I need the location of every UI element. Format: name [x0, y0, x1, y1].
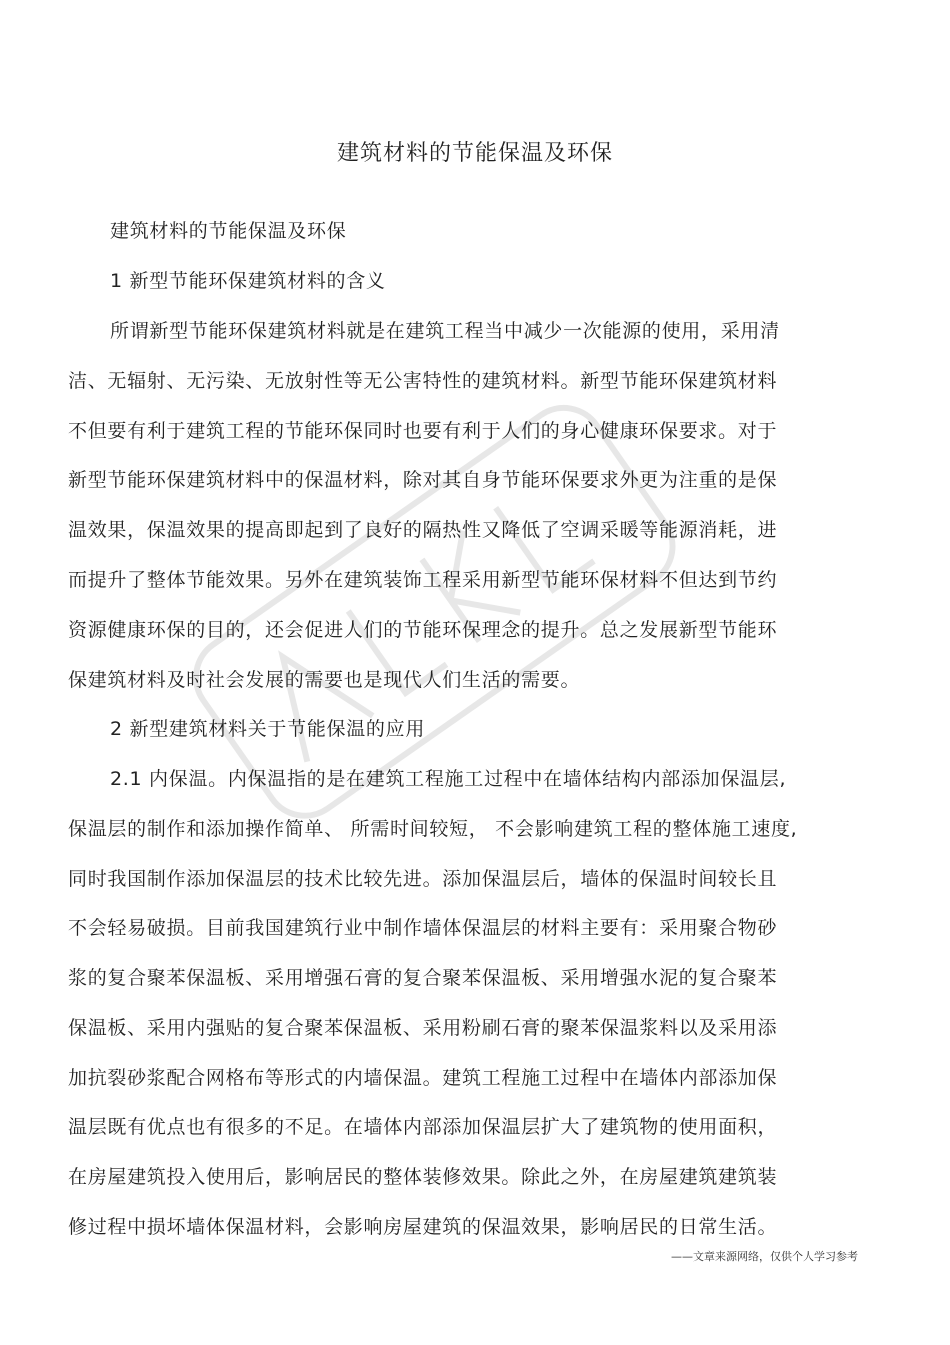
body-line: 洁、无辐射、无污染、无放射性等无公害特性的建筑材料。新型节能环保建筑材料 [68, 370, 778, 392]
body-line: 不会轻易破损。目前我国建筑行业中制作墙体保温层的材料主要有：采用聚合物砂 [68, 917, 778, 939]
page-title: 建筑材料的节能保温及环保 [336, 141, 613, 166]
body-line: 2.1 内保温。内保温指的是在建筑工程施工过程中在墙体结构内部添加保温层, [110, 768, 787, 790]
body-line: 浆的复合聚苯保温板、采用增强石膏的复合聚苯保温板、采用增强水泥的复合聚苯 [68, 967, 778, 989]
body-line: 保温层的制作和添加操作简单、 所需时间较短， 不会影响建筑工程的整体施工速度, [68, 818, 798, 840]
body-line: 而提升了整体节能效果。另外在建筑装饰工程采用新型节能环保材料不但达到节约 [68, 569, 778, 591]
body-line: 温层既有优点也有很多的不足。在墙体内部添加保温层扩大了建筑物的使用面积， [68, 1116, 778, 1138]
body-line: 资源健康环保的目的，还会促进人们的节能环保理念的提升。总之发展新型节能环 [68, 619, 778, 641]
body-line: 保温板、采用内强贴的复合聚苯保温板、采用粉刷石膏的聚苯保温浆料以及采用添 [68, 1017, 778, 1039]
section-heading: 2 新型建筑材料关于节能保温的应用 [110, 718, 426, 740]
source-footnote: ——文章来源网络，仅供个人学习参考 [671, 1250, 858, 1263]
section-heading: 1 新型节能环保建筑材料的含义 [110, 270, 386, 292]
body-line: 新型节能环保建筑材料中的保温材料，除对其自身节能环保要求外更为注重的是保 [68, 469, 778, 491]
body-line: 在房屋建筑投入使用后，影响居民的整体装修效果。除此之外，在房屋建筑建筑装 [68, 1166, 778, 1188]
body-line: 所谓新型节能环保建筑材料就是在建筑工程当中减少一次能源的使用，采用清 [110, 320, 780, 342]
body-line: 保建筑材料及时社会发展的需要也是现代人们生活的需要。 [68, 669, 581, 691]
body-line: 同时我国制作添加保温层的技术比较先进。添加保温层后，墙体的保温时间较长且 [68, 868, 778, 890]
body-line: 修过程中损坏墙体保温材料，会影响房屋建筑的保温效果，影响居民的日常生活。 [68, 1216, 778, 1238]
body-line: 建筑材料的节能保温及环保 [110, 220, 347, 242]
body-line: 不但要有利于建筑工程的节能环保同时也要有利于人们的身心健康环保要求。对于 [68, 420, 778, 442]
body-line: 温效果，保温效果的提高即起到了良好的隔热性又降低了空调采暖等能源消耗，进 [68, 519, 778, 541]
body-line: 加抗裂砂浆配合网格布等形式的内墙保温。建筑工程施工过程中在墙体内部添加保 [68, 1067, 778, 1089]
